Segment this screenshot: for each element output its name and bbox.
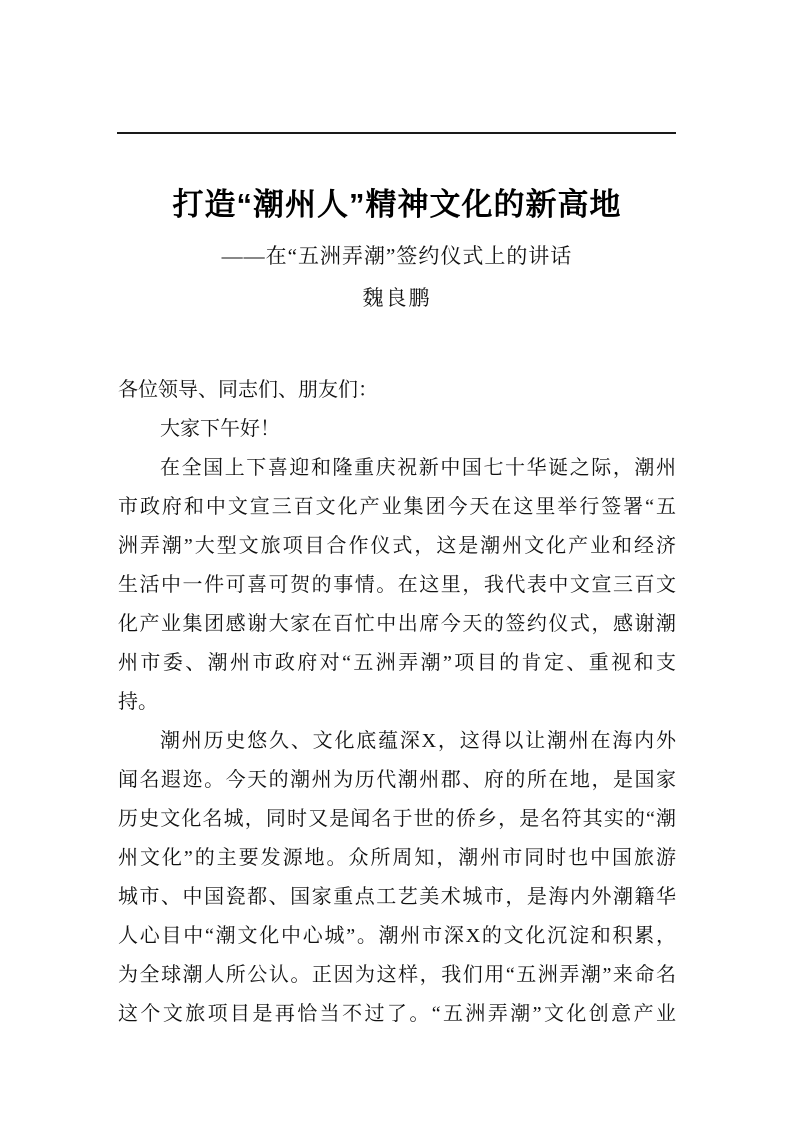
body-line: 为全球潮人所公认。正因为这样，我们用“五洲弄潮”来命名	[118, 964, 676, 986]
body-line: 州市委、潮州市政府对“五洲弄潮”项目的肯定、重视和支	[118, 652, 676, 674]
body-line: 大家下午好！	[160, 418, 280, 440]
document-title: 打造“潮州人”精神文化的新高地	[172, 187, 622, 222]
body-line: 潮州历史悠久、文化底蕴深X，这得以让潮州在海内外	[160, 730, 676, 752]
body-line: 持。	[118, 691, 158, 713]
document-author: 魏良鹏	[362, 286, 432, 310]
body-line: 历史文化名城，同时又是闻名于世的侨乡，是名符其实的“潮	[118, 808, 676, 830]
body-line: 洲弄潮”大型文旅项目合作仪式，这是潮州文化产业和经济	[118, 535, 676, 557]
body-line: 闻名遐迩。今天的潮州为历代潮州郡、府的所在地，是国家	[118, 769, 676, 791]
body-line: 城市、中国瓷都、国家重点工艺美术城市，是海内外潮籍华	[118, 886, 676, 908]
body-line: 市政府和中文宣三百文化产业集团今天在这里举行签署“五	[118, 496, 676, 518]
document-body	[118, 371, 676, 1034]
body-line: 这个文旅项目是再恰当不过了。“五洲弄潮”文化创意产业	[118, 1003, 676, 1025]
body-line: 各位领导、同志们、朋友们：	[118, 379, 378, 401]
header-rule	[117, 132, 676, 134]
document-subtitle: ——在“五洲弄潮”签约仪式上的讲话	[221, 244, 573, 268]
body-line: 人心目中“潮文化中心城”。潮州市深X的文化沉淀和积累，	[118, 925, 676, 947]
body-line: 在全国上下喜迎和隆重庆祝新中国七十华诞之际，潮州	[160, 457, 676, 479]
body-line: 州文化”的主要发源地。众所周知，潮州市同时也中国旅游	[118, 847, 676, 869]
body-line: 生活中一件可喜可贺的事情。在这里，我代表中文宣三百文	[118, 574, 676, 596]
body-line: 化产业集团感谢大家在百忙中出席今天的签约仪式，感谢潮	[118, 613, 676, 635]
